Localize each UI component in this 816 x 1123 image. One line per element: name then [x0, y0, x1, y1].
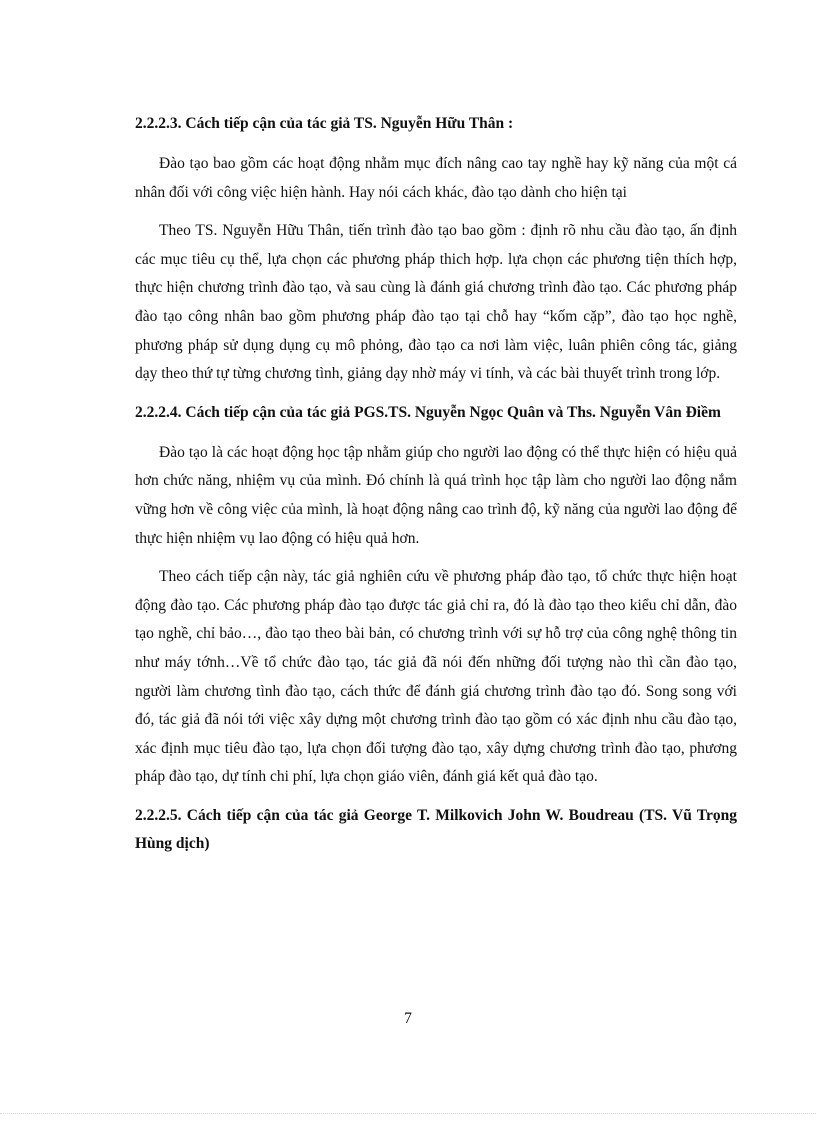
- section-heading-2-2-2-4: 2.2.2.4. Cách tiếp cận của tác giả PGS.TS. Nguyễn Ngọc Quân và Ths. Nguyễn Vân Điềm: [135, 403, 721, 421]
- section-heading-2-2-2-5: 2.2.2.5. Cách tiếp cận của tác giả George T. Milkovich John W. Boudreau (TS. Vũ Trọng Hùng dịch): [135, 806, 737, 852]
- page-bottom-divider: [0, 1113, 816, 1114]
- document-body: [135, 110, 737, 870]
- section-heading-2-2-2-3: 2.2.2.3. Cách tiếp cận của tác giả TS. Nguyễn Hữu Thân :: [135, 115, 514, 132]
- paragraph: Đào tạo là các hoạt động học tập nhằm giúp cho người lao động có thể thực hiện có hiệu quả hơn chức năng, nhiệm vụ của mình. Đó chính là quá trình học tập làm cho người lao động nắm vững hơn về công việc của mình, là hoạt động nâng cao trình độ, kỹ năng của người lao động để thực hiện nhiệm vụ lao động có hiệu quả hơn.: [135, 443, 737, 547]
- paragraph: Theo TS. Nguyễn Hữu Thân, tiến trình đào tạo bao gồm : định rõ nhu cầu đào tạo, ấn định các mục tiêu cụ thể, lựa chọn các phương pháp thich hợp. lựa chọn các phương tiện thích hợp, thực hiện chương trình đào tạo, và sau cùng là đánh giá chương trình đào tạo. Các phương pháp đào tạo công nhân bao gồm phương pháp đào tạo tại chỗ hay “kốm cặp”, đào tạo học nghề, phương pháp sử dụng dụng cụ mô phỏng, đào tạo ca nơi làm việc, luân phiên công tác, giảng dạy theo thứ tự từng chương tình, giảng dạy nhờ máy vi tính, và các bài thuyết trình trong lớp.: [135, 222, 737, 383]
- paragraph: Theo cách tiếp cận này, tác giả nghiên cứu về phương pháp đào tạo, tổ chức thực hiện hoạt động đào tạo. Các phương pháp đào tạo được tác giả chỉ ra, đó là đào tạo theo kiểu chỉ dẫn, đào tạo nghề, chỉ bảo…, đào tạo theo bài bản, có chương trình với sự hỗ trợ của công nghệ thông tin như máy tớnh…Về tổ chức đào tạo, tác giả đã nói đến những đối tượng nào thì cần đào tạo, người làm chương tình đào tạo, cách thức để đánh giá chương trình đào tạo đó. Song song với đó, tác giả đã nói tới việc xây dựng một chương trình đào tạo gồm có xác định nhu cầu đào tạo, xác định mục tiêu đào tạo, lựa chọn đối tượng đào tạo, xây dựng chương trình đào tạo, phương pháp đào tạo, dự tính chi phí, lựa chọn giáo viên, đánh giá kết quả đào tạo.: [135, 568, 737, 786]
- paragraph: Đào tạo bao gồm các hoạt động nhằm mục đích nâng cao tay nghề hay kỹ năng của một cá nhân đối với công việc hiện hành. Hay nói cách khác, đào tạo dành cho hiện tại: [135, 155, 737, 201]
- page-number: 7: [404, 1010, 412, 1027]
